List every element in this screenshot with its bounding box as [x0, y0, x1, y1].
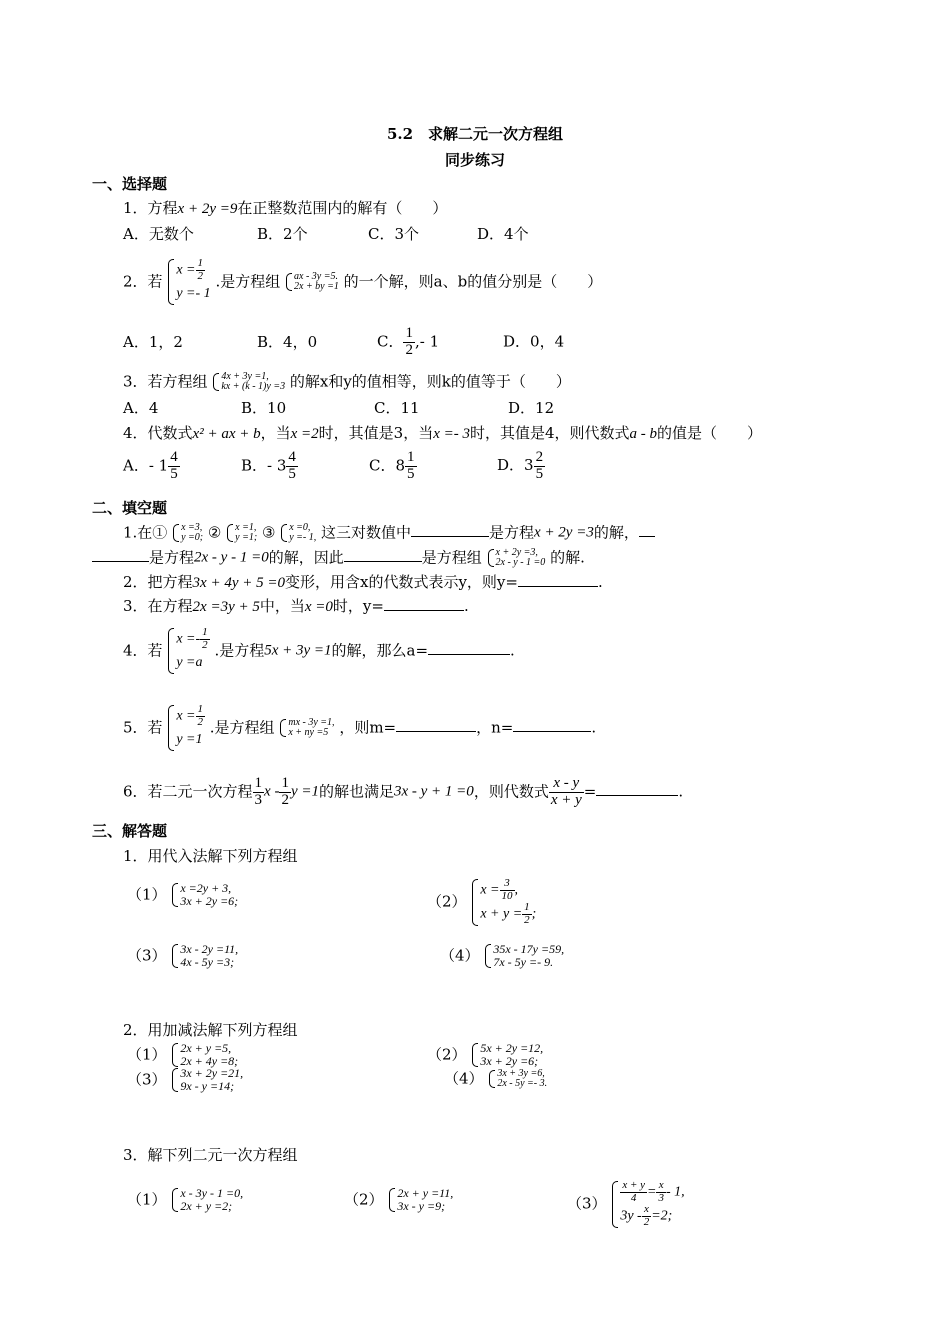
answer-blank — [639, 535, 655, 537]
answer-blank — [92, 560, 149, 562]
q2-fill: 2．把方程3x + 4y + 5 =0变形，用含x的代数式表示y，则y= . — [123, 573, 603, 591]
q4-options: A．- 1 $\frac{4}{5}$ B．- 3 $\frac{4}{5}$ C．8 $\frac{1}{5}$ D．3 $\frac{2}{5}$ — [123, 449, 544, 482]
q2-equation-system: ax - 3y =5. 2x + by =1 — [285, 272, 339, 292]
q3-equation-system: 4x + 3y =1, kx + (k - 1)y =3 — [212, 372, 285, 392]
q1-fill-line1: 1.在① x =3, y =0; ② x =1, y =1; ③ x =0, y =- 1, 这三对数值中 是方程x + 2y =3的解， — [123, 523, 655, 543]
p1-title: 1．用代入法解下列方程组 — [123, 847, 298, 865]
p3-item-1: （1） x - 3y - 1 =0, 2x + y =2; — [127, 1186, 244, 1213]
answer-blank — [428, 653, 510, 655]
q1-choice-stem: 1．方程x + 2y =9在正整数范围内的解有（ ） — [123, 199, 448, 217]
answer-blank — [518, 585, 598, 587]
q4-solution-system: x =- $\frac{1}{2}$ y =a — [167, 627, 209, 675]
p2-item-2: （2） 5x + 2y =12, 3x + 2y =6; — [427, 1041, 544, 1068]
p2-item-3: （3） 3x + 2y =21, 9x - y =14; — [127, 1066, 244, 1093]
q2-options: A．1，2 B．4，0 C． $\frac{1}{2}$ ,- 1 D．0，4 — [123, 325, 565, 358]
p1-item-2: （2） x = $\frac{3}{10}$ , x + y = $\frac{1}{2}$ ; — [427, 877, 537, 926]
answer-blank — [513, 730, 591, 732]
q5-fill: 5．若 x = $\frac{1}{2}$ y =1 .是方程组 mx - 3y =1, x + ny =5 ，则m= ，n= . — [123, 704, 596, 752]
page-subtitle: 同步练习 — [444, 151, 505, 169]
section-heading-choice: 一、选择题 — [92, 175, 168, 193]
answer-blank — [384, 609, 464, 611]
answer-blank — [411, 535, 489, 537]
p2-title: 2．用加减法解下列方程组 — [123, 1021, 298, 1039]
p3-item-2: （2） 2x + y =11, 3x - y =9; — [344, 1186, 454, 1213]
q5-equation-system: mx - 3y =1, x + ny =5 — [279, 718, 334, 738]
section-heading-solve: 三、解答题 — [92, 822, 168, 840]
q4-fill: 4．若 x =- $\frac{1}{2}$ y =a .是方程5x + 3y =1的解，那么a= . — [123, 627, 515, 675]
q1-system: x + 2y =3, 2x - y - 1 =0 — [487, 548, 546, 568]
q1-fill-line2: 是方程2x - y - 1 =0的解，因此 是方程组 x + 2y =3, 2x - y - 1 =0 的解. — [92, 548, 585, 568]
p3-item-3: （3） $\frac{x + y}{4}$ = $\frac{x}{3}$ - 1, 3y - $\frac{x}{2}$ =2; — [567, 1179, 685, 1228]
p2-item-1: （1） 2x + y =5, 2x + 4y =8; — [127, 1041, 239, 1068]
p2-item-4: （4） 3x + 3y =6, 2x - 5y =- 3. — [444, 1068, 548, 1089]
q2-solution-system: x = $\frac{1}{2}$ y =- 1 — [167, 258, 210, 306]
p1-item-3: （3） 3x - 2y =11, 4x - 5y =3; — [127, 942, 239, 969]
answer-blank — [396, 730, 476, 732]
q2-choice-stem: 2．若 x = $\frac{1}{2}$ y =- 1 .是方程组 ax - 3y =5. 2x + by =1 的一个解，则a、b的值分别是（ ） — [123, 258, 602, 306]
q5-solution-system: x = $\frac{1}{2}$ y =1 — [167, 704, 205, 752]
q1-pair-a: x =3, y =0; — [172, 523, 203, 543]
answer-blank — [344, 560, 422, 562]
q6-fill: 6．若二元一次方程 $\frac{1}{3}$ x - $\frac{1}{2}$ y =1的解也满足3x - y + 1 =0，则代数式 $\frac{x - y}{x + y}$ = . — [123, 775, 684, 808]
page-title: 5.2 求解二元一次方程组 — [386, 125, 564, 143]
q3-fill: 3．在方程2x =3y + 5中，当x =0时，y= . — [123, 597, 469, 615]
answer-blank — [596, 794, 678, 796]
section-heading-fill: 二、填空题 — [92, 499, 168, 517]
q3-choice-stem: 3．若方程组 4x + 3y =1, kx + (k - 1)y =3 的解x和y的值相等，则k的值等于（ ） — [123, 371, 571, 392]
q1-pair-b: x =1, y =1; — [226, 523, 257, 543]
q4-choice-stem: 4．代数式x² + ax + b，当x =2时，其值是3，当x =- 3时，其值是4，则代数式a - b的值是（ ） — [123, 424, 763, 442]
p1-item-4: （4） 35x - 17y =59, 7x - 5y =- 9. — [440, 942, 565, 969]
q1-pair-c: x =0, y =- 1, — [280, 523, 316, 543]
q1-options: A．无数个 B．2个 C．3个 D．4个 — [123, 225, 529, 243]
q3-options: A．4 B．10 C．11 D．12 — [123, 399, 555, 417]
p1-item-1: （1） x =2y + 3, 3x + 2y =6; — [127, 881, 239, 908]
p3-title: 3．解下列二元一次方程组 — [123, 1146, 298, 1164]
